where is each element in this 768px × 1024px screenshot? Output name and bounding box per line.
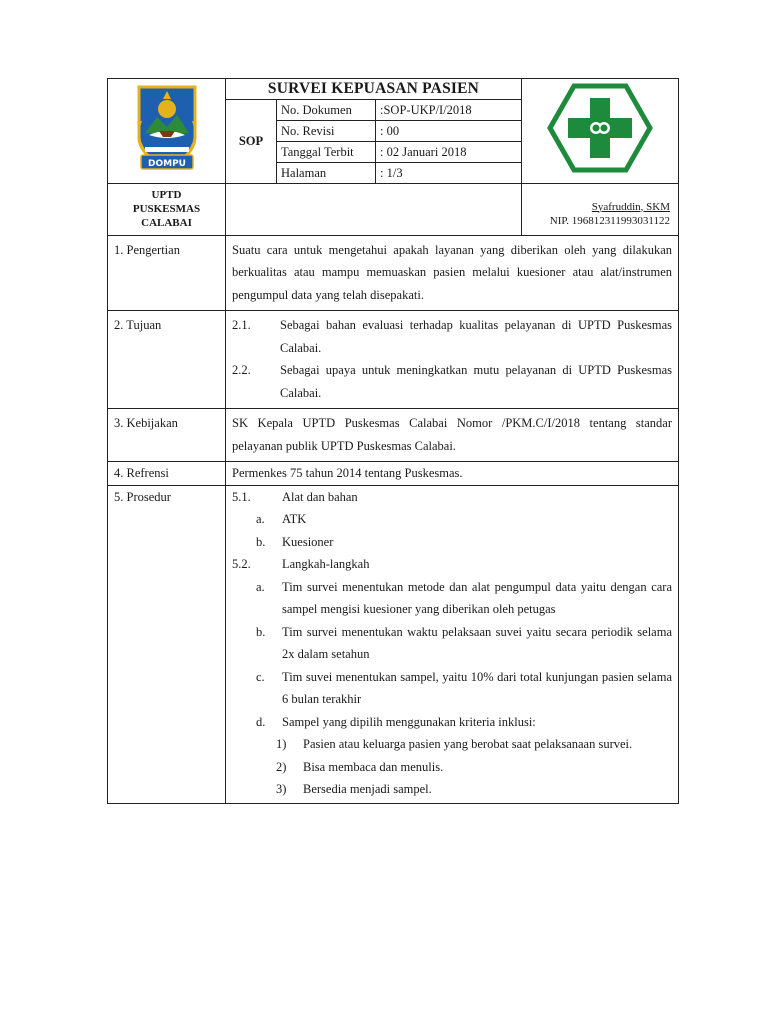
section-body-kebijakan: SK Kepala UPTD Puskesmas Calabai Nomor /PKM.C/I/2018 tentang standar pelayanan publik UPTD Puskesmas Calabai. — [226, 409, 679, 462]
logo-text: DOMPU — [147, 159, 186, 170]
list-item — [232, 314, 672, 359]
criteria-item: 1) Pasien atau keluarga pasien yang berobat saat pelaksanaan survei. — [276, 737, 633, 751]
section-label-prosedur: 5. Prosedur — [108, 485, 226, 803]
meta-label: No. Revisi — [277, 121, 376, 142]
sop-document — [107, 78, 679, 804]
list-item: a. ATK — [256, 512, 307, 526]
organization-name — [108, 183, 226, 235]
header-table — [107, 78, 679, 236]
criteria-item: 2) Bisa membaca dan menulis. — [276, 759, 444, 774]
meta-container — [277, 100, 522, 184]
section-body-pengertian: Suatu cara untuk mengetahui apakah layanan yang diberikan oleh yang dilakukan berkualitas atau mampu memuaskan pasien melalui kuesioner atau alat/instrumen pengumpul data yang telah disepakati. — [226, 236, 679, 311]
blank-cell — [226, 183, 522, 235]
document-title: SURVEI KEPUASAN PASIEN — [226, 79, 522, 100]
subsection-heading: 5.2. Langkah-langkah — [232, 557, 370, 571]
regency-logo-cell — [108, 79, 226, 184]
meta-label: No. Dokumen — [277, 100, 376, 121]
section-label-tujuan: 2. Tujuan — [108, 311, 226, 409]
subsection-heading: 5.1. Alat dan bahan — [232, 489, 358, 504]
list-item: b. Tim survei menentukan waktu pelaksaan suvei yaitu secara periodik selama 2x dalam setahun — [256, 624, 672, 661]
section-label-pengertian: 1. Pengertian — [108, 236, 226, 311]
dompu-logo-icon — [131, 81, 203, 175]
section-body-referensi: Permenkes 75 tahun 2014 tentang Puskesmas. — [226, 462, 679, 486]
meta-table — [277, 100, 521, 183]
section-body-prosedur — [226, 485, 679, 803]
signature-block — [522, 183, 679, 235]
list-item — [232, 359, 672, 404]
content-table — [107, 236, 679, 804]
meta-value: : 1/3 — [376, 163, 522, 184]
signer-nip: NIP. 196812311993031122 — [549, 214, 670, 227]
item-text: Sebagai bahan evaluasi terhadap kualitas pelayanan di UPTD Puskesmas Calabai. — [280, 318, 672, 355]
sop-label: SOP — [226, 100, 277, 184]
section-body-tujuan — [226, 311, 679, 409]
item-number: 2.1. — [232, 318, 251, 332]
meta-value: : 00 — [376, 121, 522, 142]
item-number: 2.2. — [232, 363, 251, 377]
signer-name: Syafruddin, SKM — [591, 200, 670, 213]
item-text: Sebagai upaya untuk meningkatkan mutu pelayanan di UPTD Puskesmas Calabai. — [280, 363, 672, 400]
org-line: PUSKESMAS — [132, 202, 201, 215]
list-item: a. Tim survei menentukan metode dan alat pengumpul data yaitu dengan cara sampel mengisi kuesioner yang diberikan oleh petugas — [256, 579, 672, 616]
org-line: UPTD — [151, 188, 182, 201]
section-label-referensi: 4. Refrensi — [108, 462, 226, 486]
meta-label: Halaman — [277, 163, 376, 184]
puskesmas-logo-cell — [522, 79, 679, 184]
list-item: b. Kuesioner — [256, 534, 334, 549]
org-line: CALABAI — [141, 216, 192, 229]
meta-value: : 02 Januari 2018 — [376, 142, 522, 163]
section-label-kebijakan: 3. Kebijakan — [108, 409, 226, 462]
puskesmas-cross-icon — [546, 82, 654, 174]
list-item: c. Tim suvei menentukan sampel, yaitu 10% dari total kunjungan pasien selama 6 bulan terakhir — [256, 669, 672, 706]
meta-label: Tanggal Terbit — [277, 142, 376, 163]
criteria-item: 3) Bersedia menjadi sampel. — [276, 782, 432, 796]
list-item: d. Sampel yang dipilih menggunakan kriteria inklusi: — [256, 714, 536, 729]
meta-value: :SOP-UKP/I/2018 — [376, 100, 522, 121]
